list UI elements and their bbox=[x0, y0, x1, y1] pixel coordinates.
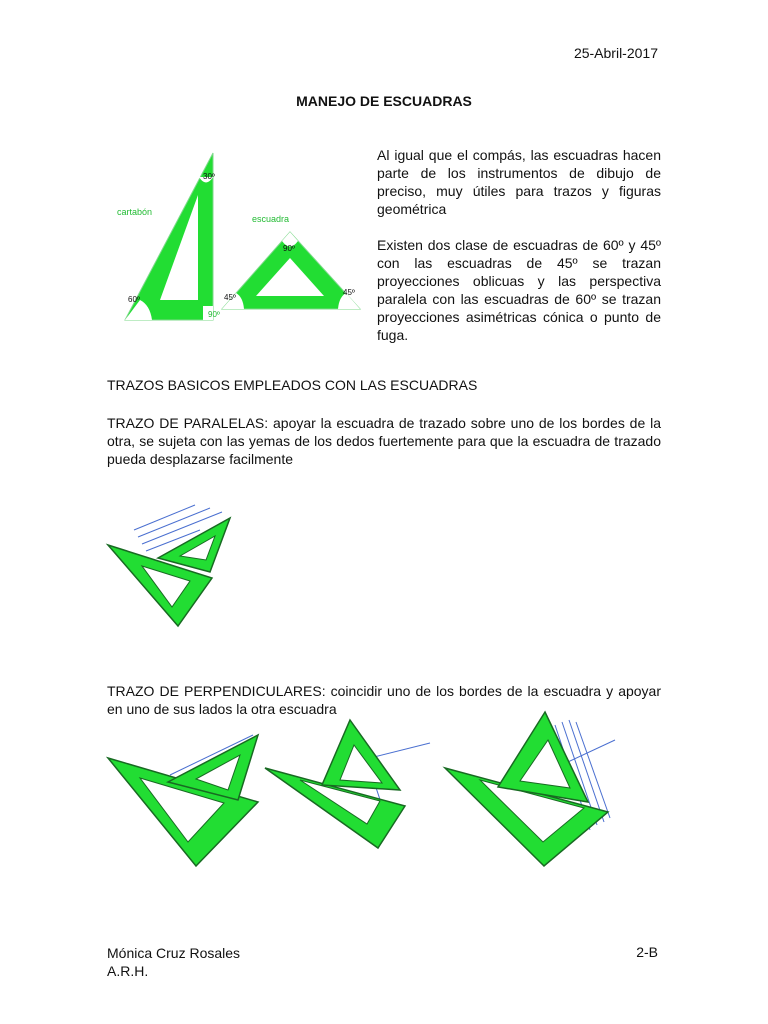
section-heading: TRAZOS BASICOS EMPLEADOS CON LAS ESCUADRAS bbox=[107, 377, 478, 393]
footer-org: A.R.H. bbox=[107, 963, 149, 979]
footer-left bbox=[107, 944, 240, 980]
intro-paragraph-2: Existen dos clase de escuadras de 60º y 45º con las escuadras de 45º se trazan proyecciones oblicuas y las perspectiva paralela con las escuadras de 60º se trazan proyecciones asimétricas cónica o punto de fuga. bbox=[377, 237, 661, 343]
parallel-paragraph: TRAZO DE PARALELAS: apoyar la escuadra de trazado sobre uno de los bordes de la otra, se sujeta con las yemas de los dedos fuertemente para que la escuadra de trazado pueda desplazarse facilmente bbox=[107, 415, 661, 467]
angle-90-cartabon-label: 90º bbox=[208, 310, 220, 319]
document-date: 25-Abril-2017 bbox=[573, 45, 658, 61]
angle-30-label: 30º bbox=[203, 172, 215, 181]
intro-paragraph-1: Al igual que el compás, las escuadras hacen parte de los instrumentos de dibujo de preciso, muy útiles para trazos y figuras geométrica bbox=[377, 147, 661, 217]
perpendicular-figure-2 bbox=[265, 720, 430, 848]
footer-author: Mónica Cruz Rosales bbox=[107, 945, 241, 961]
angle-45-right-label: 45º bbox=[343, 288, 355, 297]
perpendicular-figure-1 bbox=[108, 735, 258, 866]
footer-group: 2-B bbox=[636, 944, 658, 960]
cartabon-label: cartabón bbox=[117, 207, 153, 217]
perpendicular-figure-3 bbox=[445, 712, 615, 866]
perpendicular-paragraph: TRAZO DE PERPENDICULARES: coincidir uno de los bordes de la escuadra y apoyar en uno de sus lados la otra escuadra bbox=[107, 683, 661, 717]
angle-60-label: 60º bbox=[128, 295, 140, 304]
angle-90-escuadra-label: 90º bbox=[283, 244, 295, 253]
page-title: MANEJO DE ESCUADRAS bbox=[296, 93, 472, 109]
escuadra-label: escuadra bbox=[252, 214, 290, 224]
angle-45-left-label: 45º bbox=[224, 293, 236, 302]
parallel-lines-figure bbox=[108, 505, 230, 626]
